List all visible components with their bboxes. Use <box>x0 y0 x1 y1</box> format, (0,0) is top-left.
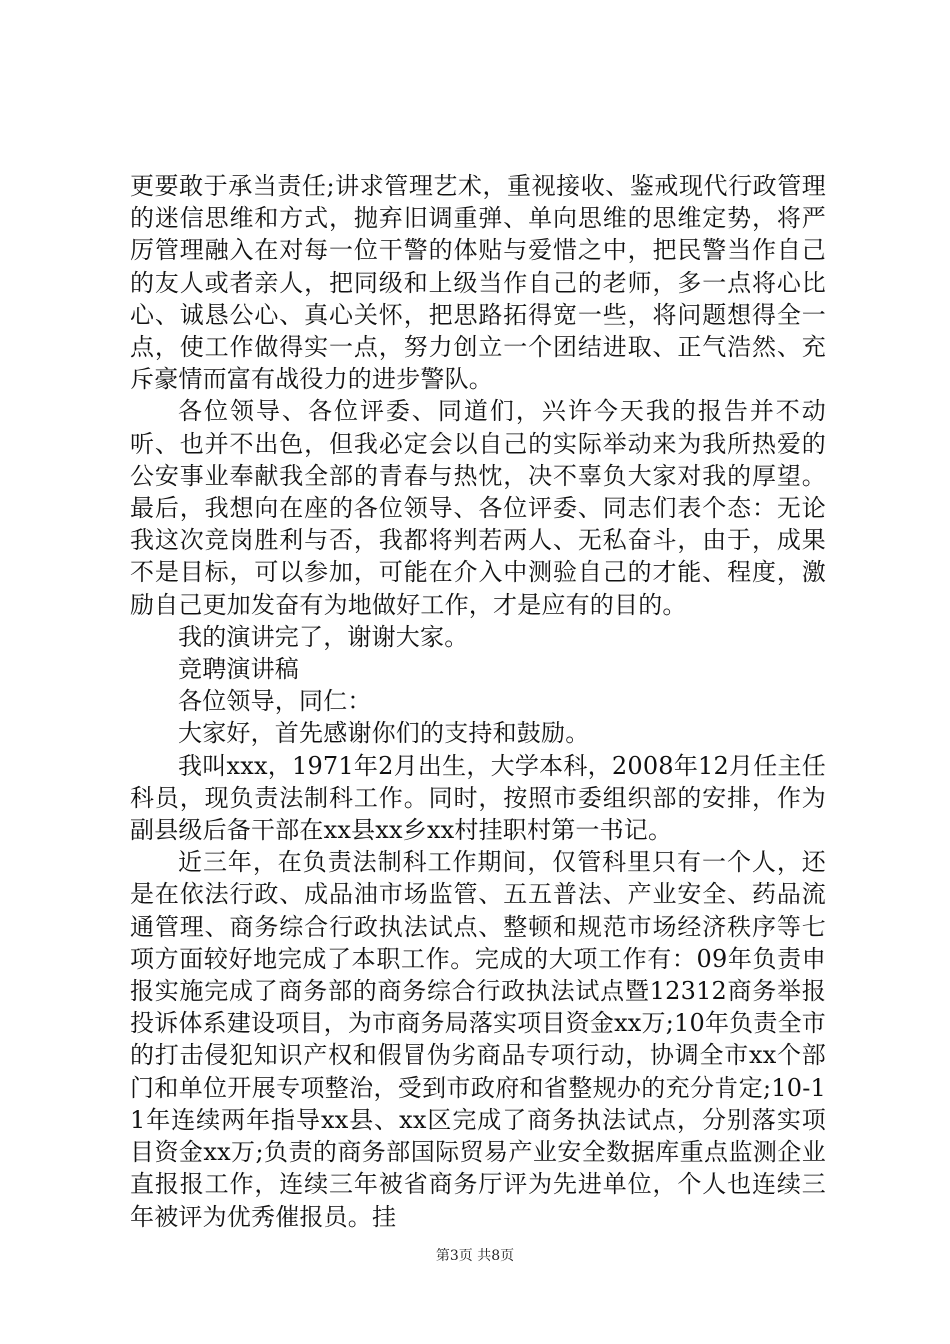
paragraph-self-introduction: 我叫xxx，1971年2月出生，大学本科，2008年12月任主任科员，现负责法制科工作。同时，按照市委组织部的安排，作为副县级后备干部在xx县xx乡xx村挂职村第一书记。 <box>130 751 826 845</box>
section-title: 竞聘演讲稿 <box>178 655 299 684</box>
page-number-footer: 第3页 共8页 <box>435 1248 515 1264</box>
paragraph-closing-statement: 各位领导、各位评委、同道们，兴许今天我的报告并不动听、也并不出色，但我必定会以自己的实际举动来为我所热爱的公安事业奉献我全部的青春与热忱，决不辜负大家对我的厚望。最后，我想向在座的各位领导、各位评委、同志们表个态：无论我这次竞岗胜利与否，我都将判若两人、无私奋斗，由于，成果不是目标，可以参加，可能在介入中测验自己的才能、程度，激励自己更加发奋有为地做好工作，才是应有的目的。 <box>130 397 826 619</box>
paragraph-thanks: 我的演讲完了，谢谢大家。 <box>178 622 469 651</box>
paragraph-continuation: 更要敢于承当责任;讲求管理艺术，重视接收、鉴戒现代行政管理的迷信思维和方式，抛弃旧调重弹、单向思维的思维定势，将严厉管理融入在对每一位干警的体贴与爱惜之中，把民警当作自己的友人或者亲人，把同级和上级当作自己的老师，多一点将心比心、诚恳公心、真心关怀，把思路拓得宽一些，将问题想得全一点，使工作做得实一点，努力创立一个团结进取、正气浩然、充斥豪情而富有战役力的进步警队。 <box>130 172 826 394</box>
paragraph-work-summary: 近三年，在负责法制科工作期间，仅管科里只有一个人，还是在依法行政、成品油市场监管、五五普法、产业安全、药品流通管理、商务综合行政执法试点、整顿和规范市场经济秩序等七项方面较好地完成了本职工作。完成的大项工作有：09年负责申报实施完成了商务部的商务综合行政执法试点暨12312商务举报投诉体系建设项目，为市商务局落实项目资金xx万;10年负责全市的打击侵犯知识产权和假冒伪劣商品专项行动，协调全市xx个部门和单位开展专项整治，受到市政府和省整规办的充分肯定;10-11年连续两年指导xx县、xx区完成了商务执法试点，分别落实项目资金xx万;负责的商务部国际贸易产业安全数据库重点监测企业直报报工作，连续三年被省商务厅评为先进单位，个人也连续三年被评为优秀催报员。挂 <box>130 848 826 1231</box>
paragraph-greeting: 大家好，首先感谢你们的支持和鼓励。 <box>178 719 590 748</box>
document-body <box>130 170 826 1233</box>
salutation: 各位领导，同仁： <box>178 687 372 716</box>
